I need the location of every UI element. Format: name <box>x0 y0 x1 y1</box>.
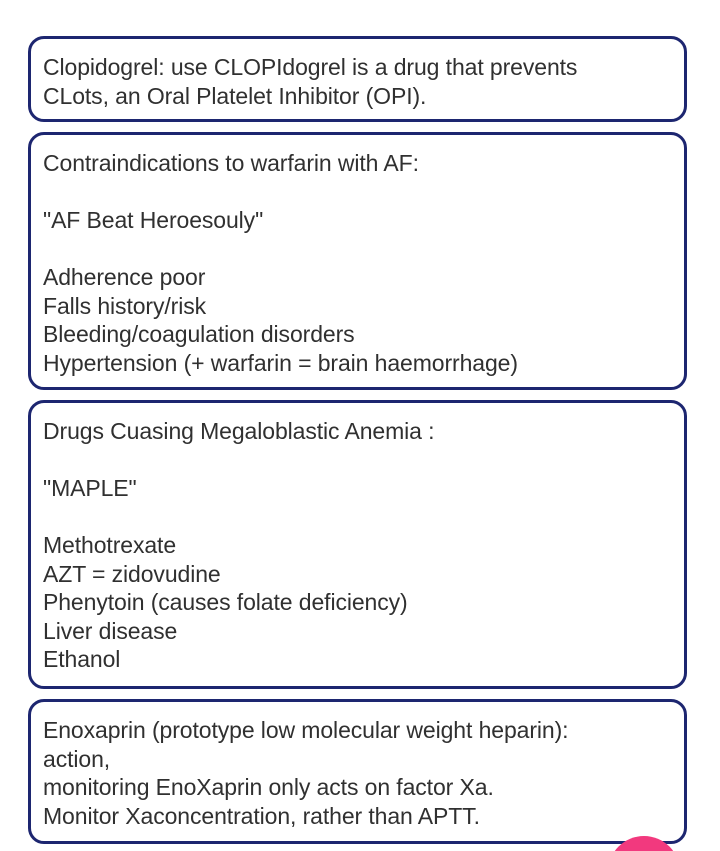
list-item: Adherence poor <box>43 264 206 290</box>
card-text: action, <box>43 745 111 772</box>
note-card-megaloblastic-anemia[interactable] <box>28 400 687 689</box>
list-item: Bleeding/coagulation disorders <box>43 321 355 347</box>
blank-line <box>43 503 672 532</box>
card-title: Enoxaprin (prototype low molecular weight heparin): <box>43 717 569 743</box>
blank-line <box>43 446 672 475</box>
list-item: Liver disease <box>43 617 178 644</box>
mnemonic: "MAPLE" <box>43 475 137 501</box>
list-item: Ethanol <box>43 646 121 672</box>
list-item: Hypertension (+ warfarin = brain haemorrhage) <box>43 349 518 376</box>
card-title: Clopidogrel: use CLOPIdogrel is a drug that prevents <box>43 54 578 80</box>
list-item: Methotrexate <box>43 532 177 558</box>
card-title: Drugs Cuasing Megaloblastic Anemia : <box>43 418 435 444</box>
card-text: Monitor Xaconcentration, rather than APTT. <box>43 802 480 829</box>
note-card-clopidogrel[interactable] <box>28 36 687 122</box>
card-title: Contraindications to warfarin with AF: <box>43 150 419 176</box>
card-text: CLots, an Oral Platelet Inhibitor (OPI). <box>43 82 427 109</box>
blank-line <box>43 235 672 264</box>
note-card-warfarin-contraindications[interactable] <box>28 132 687 390</box>
card-text: monitoring EnoXaprin only acts on factor Xa. <box>43 774 494 800</box>
list-item: AZT = zidovudine <box>43 560 221 587</box>
note-card-enoxaparin[interactable] <box>28 699 687 844</box>
blank-line <box>43 178 672 207</box>
list-item: Phenytoin (causes folate deficiency) <box>43 589 408 615</box>
mnemonic: "AF Beat Heroesouly" <box>43 207 264 233</box>
list-item: Falls history/risk <box>43 292 207 319</box>
